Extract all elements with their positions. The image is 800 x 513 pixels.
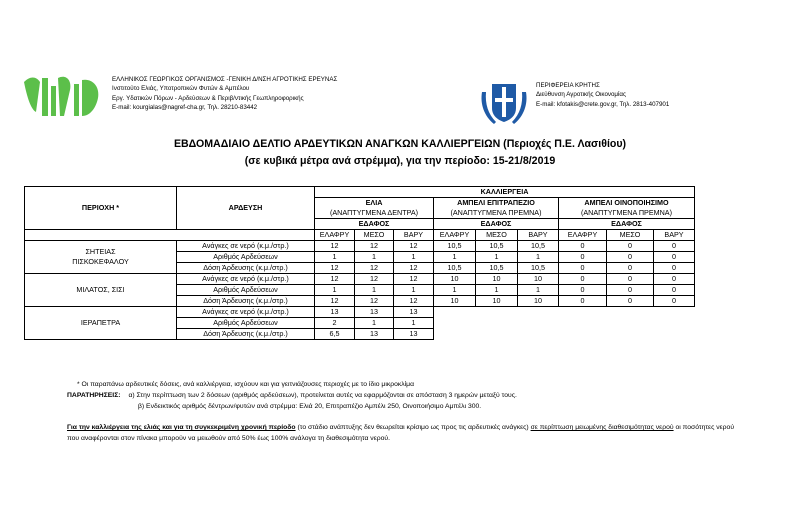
cell: 10 [476,296,518,307]
crop-olive: ΕΛΙΑ [315,198,434,209]
cell: 0 [559,241,607,252]
cell: 10,5 [518,263,559,274]
cell: 6,5 [315,329,355,340]
soil-medium: ΜΕΣΟ [355,230,394,241]
soil-label: ΕΔΑΦΟΣ [559,219,695,230]
cell: 0 [654,241,695,252]
cell: 12 [394,296,434,307]
soil-light: ΕΛΑΦΡΥ [315,230,355,241]
cell: 10 [518,296,559,307]
bottom-note-underlined: σε περίπτωση μειωμένης διαθεσιμότητας νερού [530,424,674,431]
row-label: Αριθμός Αρδεύσεων [177,285,315,296]
bottom-note-text: οι ποσότητες νερού που αναφέρονται στον πίνακα μπορούν να μειωθούν από 50% έως 100% ανάλογα τη διαθεσιμότητα νερού. [67,424,735,442]
cell: 10 [434,274,476,285]
region-name: ΙΕΡΑΠΕΤΡΑ [25,307,177,340]
cell: 12 [315,296,355,307]
cell: 0 [607,252,654,263]
cell: 0 [559,252,607,263]
cell: 10 [434,296,476,307]
cell: 13 [315,307,355,318]
row-label: Δόση Άρδευσης (κ.μ./στρ.) [177,329,315,340]
crop-olive-sub: (ΑΝΑΠΤΥΓΜΕΝΑ ΔΕΝΤΡΑ) [315,208,434,219]
region-name-line: ΠΙΣΚΟΚΕΦΑΛΟΥ [72,257,129,266]
soil-heavy: ΒΑΡΥ [394,230,434,241]
bottom-note [67,423,747,444]
cell: 0 [654,263,695,274]
table-row [25,307,695,318]
empty-area [434,318,695,329]
cell: 10 [518,274,559,285]
greek-emblem-icon [478,78,530,126]
irrigation-table [24,186,695,340]
region-header [478,78,778,128]
soil-light: ΕΛΑΦΡΥ [434,230,476,241]
cell: 0 [559,296,607,307]
cell: 12 [315,241,355,252]
cell: 0 [607,285,654,296]
cell: 10 [476,274,518,285]
row-label: Αριθμός Αρδεύσεων [177,252,315,263]
cell: 0 [607,241,654,252]
cell: 1 [518,252,559,263]
soil-label: ΕΔΑΦΟΣ [434,219,559,230]
cell: 10,5 [518,241,559,252]
org-line: Εργ. Υδατικών Πόρων - Αρδεύσεων & Περιβ/ντικής Γεωπληροφορικής [112,94,304,102]
row-label: Ανάγκες σε νερό (κ.μ./στρ.) [177,307,315,318]
row-label: Δόση Άρδευσης (κ.μ./στρ.) [177,263,315,274]
elgo-logo-icon [22,72,104,122]
table-row [25,241,695,252]
soil-label: ΕΔΑΦΟΣ [315,219,434,230]
header-blank [25,230,315,241]
cell: 0 [607,263,654,274]
cell: 12 [315,274,355,285]
remarks-label: ΠΑΡΑΤΗΡΗΣΕΙΣ: [67,392,121,399]
cell: 12 [394,274,434,285]
bottom-note-text: (το στάδιο ανάπτυξης δεν θεωρείται κρίσιμο ως προς τις αρδευτικές ανάγκες) [295,424,531,431]
cell: 1 [434,285,476,296]
crop-table-grape-sub: (ΑΝΑΠΤΥΓΜΕΝΑ ΠΡΕΜΝΑ) [434,208,559,219]
crop-table-grape: ΑΜΠΕΛΙ ΕΠΙΤΡΑΠΕΖΙΟ [434,198,559,209]
cell: 13 [355,329,394,340]
soil-light: ΕΛΑΦΡΥ [559,230,607,241]
document-title: ΕΒΔΟΜΑΔΙΑΙΟ ΔΕΛΤΙΟ ΑΡΔΕΥΤΙΚΩΝ ΑΝΑΓΚΩΝ ΚΑΛΛΙΕΡΓΕΙΩΝ (Περιοχές Π.Ε. Λασιθίου) [173,138,627,150]
cell: 0 [654,252,695,263]
cell: 1 [355,318,394,329]
cell: 0 [559,263,607,274]
soil-medium: ΜΕΣΟ [607,230,654,241]
row-label: Ανάγκες σε νερό (κ.μ./στρ.) [177,274,315,285]
region-email: E-mail: kfotakis@crete.gov.gr, Τηλ. 2813-407901 [536,100,670,108]
cell: 10,5 [476,263,518,274]
remark-a: α) Στην περίπτωση των 2 δόσεων (αριθμός αρδεύσεων), προτείνεται αυτές να εφαρμόζονται σε απόσταση 3 ημερών μεταξύ τους. [128,392,517,399]
cell: 2 [315,318,355,329]
region-name [25,241,177,274]
cell: 1 [518,285,559,296]
row-label: Αριθμός Αρδεύσεων [177,318,315,329]
org-line: ΕΛΛΗΝΙΚΟΣ ΓΕΩΡΓΙΚΟΣ ΟΡΓΑΝΙΣΜΟΣ -ΓΕΝΙΚΗ Δ/ΝΣΗ ΑΓΡΟΤΙΚΗΣ ΕΡΕΥΝΑΣ [112,76,338,83]
cell: 12 [355,274,394,285]
region-name-line: ΣΗΤΕΙΑΣ [85,247,116,256]
cell: 1 [315,252,355,263]
cell: 13 [394,307,434,318]
cell: 13 [355,307,394,318]
cell: 10,5 [476,241,518,252]
cell: 0 [607,274,654,285]
cell: 10,5 [434,241,476,252]
org-email: E-mail: kourgialas@nagref-cha.gr, Τηλ. 28210-83442 [112,104,258,112]
cell: 0 [654,296,695,307]
header-crops: ΚΑΛΛΙΕΡΓΕΙΑ [315,187,695,198]
soil-medium: ΜΕΣΟ [476,230,518,241]
cell: 1 [476,252,518,263]
cell: 10,5 [434,263,476,274]
header-irrigation: ΑΡΔΕΥΣΗ [177,187,315,230]
cell: 1 [315,285,355,296]
cell: 0 [607,296,654,307]
cell: 1 [476,285,518,296]
soil-heavy: ΒΑΡΥ [518,230,559,241]
cell: 1 [394,318,434,329]
row-label: Ανάγκες σε νερό (κ.μ./στρ.) [177,241,315,252]
cell: 12 [394,241,434,252]
crop-wine-grape: ΑΜΠΕΛΙ ΟΙΝΟΠΟΙΗΣΙΜΟ [559,198,695,209]
region-line: Διεύθυνση Αγροτικής Οικονομίας [536,91,626,99]
cell: 0 [654,274,695,285]
region-name: ΜΙΛΑΤΟΣ, ΣΙΣΙ [25,274,177,307]
cell: 12 [355,296,394,307]
header-region: ΠΕΡΙΟΧΗ * [25,187,177,230]
bottom-note-bold: Για την καλλιέργεια της ελιάς και για τη συγκεκριμένη χρονική περίοδο [67,424,296,431]
cell: 1 [394,252,434,263]
cell: 0 [654,285,695,296]
document-subtitle: (σε κυβικά μέτρα ανά στρέμμα), για την περίοδο: 15-21/8/2019 [244,155,556,167]
cell: 12 [315,263,355,274]
org-header [22,72,352,122]
cell: 13 [394,329,434,340]
cell: 1 [394,285,434,296]
notes [67,379,517,412]
star-note: * Οι παραπάνω αρδευτικές δόσεις, ανά καλλιέργεια, ισχύουν και για γειτνιάζουσες περιοχές με το ίδιο μικροκλίμα [77,381,415,388]
org-line: Ινστιτούτο Ελιάς, Υποτροπικών Φυτών & Αμπέλου [112,85,250,93]
cell: 0 [559,285,607,296]
table-row [25,274,695,285]
empty-area [434,329,695,340]
remark-b: β) Ενδεικτικός αριθμός δέντρων/φυτών ανά στρέμμα: Ελιά 20, Επιτραπέζιο Αμπέλι 250, Οινοποιήσιμο Αμπέλι 300. [138,403,482,410]
region-line: ΠΕΡΙΦΕΡΕΙΑ ΚΡΗΤΗΣ [536,82,600,89]
empty-area [434,307,695,318]
cell: 12 [355,263,394,274]
cell: 12 [394,263,434,274]
cell: 1 [355,252,394,263]
cell: 1 [434,252,476,263]
cell: 12 [355,241,394,252]
row-label: Δόση Άρδευσης (κ.μ./στρ.) [177,296,315,307]
cell: 0 [559,274,607,285]
crop-wine-grape-sub: (ΑΝΑΠΤΥΓΜΕΝΑ ΠΡΕΜΝΑ) [559,208,695,219]
soil-heavy: ΒΑΡΥ [654,230,695,241]
cell: 1 [355,285,394,296]
